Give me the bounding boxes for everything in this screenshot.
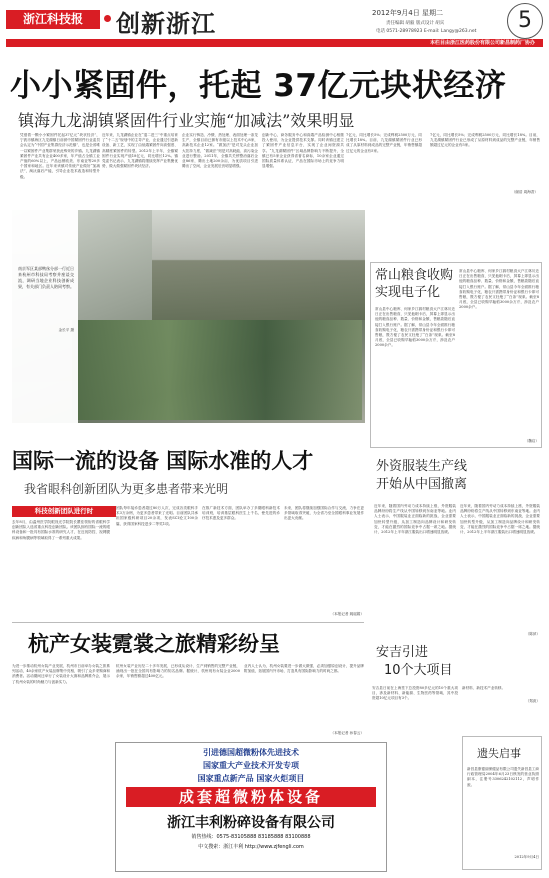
- grain-text-col2: 常山县中心粮库、何家乡江源村粮食大户江林川近日正在出售粮食，只见他刷卡后，屏幕上即显示出他的粮食品种、数量、价格和金额，售粮款随后直接打入银行账户。据了解，常山县今年全面推行粮食收购电子化，粮农只需携带身份证和银行卡即可售粮，既方便了农民又杜绝了“白条”现象。截至8月底，全县已收购早籼稻3000余万斤，涉及农户2000余户。: [459, 269, 539, 310]
- sponsor-bar: [6, 39, 543, 47]
- lead-headline: 小小紧固件，托起 37亿元块状经济: [10, 68, 507, 104]
- photo-caption-panel: [12, 210, 78, 423]
- photo-credit: 金长平 摄: [58, 328, 74, 332]
- medical-column-2: 团队每年接诊患者超过80万人次，完成各类眼科手术3万余例，为更多患者带来了光明。目前团队共承担国家级科研项目20余项，发表SCI论文100余篇，获得国家科技进步二等奖1项。: [116, 506, 198, 526]
- photo-caption: 南京军区某部鸭丝分部一行近日来杭州市科技局考察并座谈交流，调研当地企业科技创新成果，有关部门负责人陪同考察。: [18, 266, 74, 289]
- anji-text: 安吉县日前在上海签下总投资80多亿元的10个重大项目，涉及新材料、新能源、生物医药等领域，其中投资超10亿元项目有3个。: [372, 686, 458, 701]
- grain-text-col1: 常山县中心粮库、何家乡江源村粮食大户江林川近日正在出售粮食，只见他刷卡后，屏幕上即显示出他的粮食品种、数量、价格和金额，售粮款随后直接打入银行账户。据了解，常山县今年全面推行粮食收购电子化，粮农只需携带身份证和银行卡即可售粮，既方便了农民又杜绝了“白条”现象。截至8月底，全县已收购早籼稻3000余万斤，涉及农户2000余户。: [375, 307, 455, 348]
- grain-title-line1: 常山粮食收购: [375, 268, 454, 283]
- masthead: [0, 0, 549, 52]
- ad-company: 浙江丰利粉碎设备有限公司: [167, 815, 335, 831]
- trade-author: （陈萍）: [525, 632, 540, 636]
- issue-contact: 电话 0571-28978923 E-mail: Langy@263.net: [376, 29, 477, 34]
- ad-line-1: 引进德国超微粉体先进技术: [203, 748, 299, 757]
- lead-column-6: 7亿元，同比增长5%；完成利税2500万元，同比增长18%。目前，九龙湖镇紧固件行业已形成了从原材料到成品的完整产业链，年销售额超过亿元的企业有5家。: [430, 133, 540, 148]
- page-number: 5: [507, 3, 543, 39]
- section-divider: [12, 622, 364, 623]
- medical-headline: 国际一流的设备 国际水准的人才: [12, 449, 314, 473]
- notice-text: 新昌县康德丽保健品有限公司遗失新昌县工商行政管理局2004年6月23日核发的营业执照副本，注册号3306242102112，声明作废。: [467, 767, 539, 787]
- notice-title: 遗失启事: [477, 747, 521, 760]
- ad-line-3: 国家重点新产品 国家火炬项目: [197, 774, 305, 783]
- lost-notice: [462, 736, 542, 870]
- issue-editors: 责任编辑 胡毅 版式设计 胡宾: [386, 21, 445, 26]
- ad-line-2: 国家重大产业技术开发专项: [203, 761, 299, 770]
- medical-column-3: 在推广新技术方面，团队举办了多期眼科新技术培训班，培训基层眼科医生上千名，使先进的诊疗技术惠及更多群众。: [202, 506, 280, 521]
- lead-column-1: 凭借着一颗小小紧固件托起37亿元“块状经济”，宁波市镇海区九龙湖镇日前被中国紧固件行业委员会认定为“中国产业集群经济示范镇”，也是全省唯一以紧固件产业集群荣获此殊荣的乡镇。九龙湖镇紧固件产业共有企业400多家，年产值占全镇工业产值的60%以上，产品远销欧美、东南亚等20多个国家和地区。近年来该镇对传统产业做好“加减法”，淘汰落后产能，引导企业技术改造和转型升级。: [20, 133, 100, 179]
- newspaper-brand: 浙江科技报: [6, 10, 100, 29]
- fashion-author: （本报记者 孙春云）: [330, 731, 364, 735]
- notice-date: 2012年9月4日: [514, 855, 539, 859]
- issue-date: 2012年9月4日 星期二: [372, 9, 443, 17]
- lead-photo: [12, 210, 365, 423]
- fashion-column-2: 杭州女装产业历经二十多年发展，已形成从设计、生产到销售的完整产业链，涌现出一批在全国具有影响力的知名品牌。据统计，杭州现有女装企业2000余家，年销售额超过400亿元。: [116, 664, 240, 679]
- anji-title-line2: 10个大项目: [384, 663, 453, 678]
- ad-banner: 成套超微粉体设备: [126, 787, 376, 807]
- anji-title-line1: 安吉引进: [376, 645, 429, 660]
- photo-building: [152, 210, 365, 320]
- fashion-headline: 杭产女装霓裳之旅精彩纷呈: [28, 632, 280, 656]
- lead-column-5: 7亿元，同比增长5%；完成利税2500万元，同比增长18%。目前，九龙湖镇紧固件行业已形成了从原材料到成品的完整产业链，年销售额超过亿元的企业有5家。: [346, 133, 422, 153]
- lead-column-4: 创新中心，商务服务中心和高端产品检测中心相继投入使用，为企业提供技术支撑。同时该镇还建立了紧固件产业信息平台，实现了企业间资源共享。“九龙湖紧固件”区域品牌影响力不断提升，全镇已有5家企业获得省著名商标，10余家企业通过国际质量体系认证，产品在国际市场上的竞争力明显增强。: [262, 133, 344, 169]
- trade-article: [370, 452, 542, 638]
- medical-author: （本报记者 姚瑶娟）: [330, 612, 364, 616]
- trade-text-col2: 近年来，随着国内劳动力成本持续上涨，外资服装品牌纷纷将生产线从中国转移到东南亚等地。业内人士表示，中国服装业正面临新的挑战，企业需要加快转型升级，从加工制造向品牌设计和研发转变，才能在激烈的国际竞争中占据一席之地。据统计，2012年上半年浙江服装出口增速明显放缓。: [460, 504, 540, 535]
- grain-title-line2: 实现电子化: [375, 285, 441, 300]
- medical-subhead: 我省眼科创新团队为更多患者带来光明: [24, 482, 229, 496]
- grain-author: （魏启）: [524, 439, 539, 443]
- sponsor-text: 本栏目由浙江医药股份有限公司新昌制药厂协办: [429, 40, 535, 46]
- medical-column-4: 未来，团队将继续加强国际合作与交流，力争在更多领域取得突破，为全省乃至全国眼科事业发展作出更大贡献。: [284, 506, 364, 521]
- trade-title-line1: 外资服装生产线: [376, 459, 468, 474]
- trade-text-col1: 近年来，随着国内劳动力成本持续上涨，外资服装品牌纷纷将生产线从中国转移到东南亚等地。业内人士表示，中国服装业正面临新的挑战，企业需要加快转型升级，从加工制造向品牌设计和研发转变，才能在激烈的国际竞争中占据一席之地。据统计，2012年上半年浙江服装出口增速明显放缓。: [374, 504, 456, 535]
- medical-column-1: 去年8月，由温州医学院眼视光学院院长瞿佳领衔的省眼科学创新团队入选省重点科技创新团队。该团队拥有国际一流的眼科设备和一批具有国际水准的研究人才，在近视防控、视网膜疾病和角膜病等领域取得了一系列重大成果。: [12, 520, 110, 540]
- fashion-column-1: 为进一步推动杭州女装产业发展，杭州市日前举办女装之旅系列活动，40余家杭产女装品牌集中亮相，吸引了众多采购商和消费者。活动期间还举行了女装设计大赛和品牌推介会，展示了杭州女装的时尚魅力与创新实力。: [12, 664, 110, 684]
- photo-people: [72, 320, 362, 420]
- fashion-column-3: 业内人士认为，杭州女装要进一步做大做强，必须加强原创设计，提升品牌附加值，拓展国内外市场，打造具有国际影响力的时尚之都。: [244, 664, 364, 674]
- trade-title-line2: 开始从中国撤离: [376, 477, 468, 492]
- lead-column-3: 企业实行铸造、冷镦、热处理、表面处理一条龙生产，全镇目前已拥有市级以上技术中心8家，高新技术企业12家。“做加法”是对龙头企业加大扶持力度，“做减法”则是对高耗能、高污染企业进行整治。2011年，全镇共关停整治落后企业86家，腾出土地200余亩，为优质项目引进腾出了空间，企业发展后劲明显增强。: [182, 133, 258, 169]
- lead-author: （谢浩 周海香）: [511, 190, 538, 194]
- lead-column-2: 近年来，九龙湖镇企业在“退二进三”中重点培育了“十二五”规划中的主导产业，企业通过引进新设备、新工艺，实现了由低端紧固件向高强度、高精度紧固件的转型。2012年上半年，全镇紧固件行业实现产值18亿元，同比增长12%。镇党委书记表示，九龙湖镇将继续发挥产业集聚优势，做大做强紧固件块状经济。: [102, 133, 178, 169]
- ad-phone: 销售热线：0575-83105888 83185888 83100888: [191, 834, 311, 840]
- separator-dot-icon: [104, 15, 111, 22]
- medical-series-tag: 科技创新团队进行时: [12, 506, 116, 517]
- anji-author: （郑淡）: [525, 699, 540, 703]
- grain-article: [370, 262, 542, 448]
- lead-subhead: 镇海九龙湖镇紧固件行业实施“加减法”效果明显: [18, 111, 355, 130]
- anji-text-continued: 新材料、新技术产业转移。: [462, 686, 506, 690]
- section-title: 创新浙江: [116, 10, 216, 38]
- ad-web: 中文搜索：浙江丰利 http://www.zjfengli.com: [198, 844, 304, 850]
- advertisement[interactable]: [115, 742, 387, 872]
